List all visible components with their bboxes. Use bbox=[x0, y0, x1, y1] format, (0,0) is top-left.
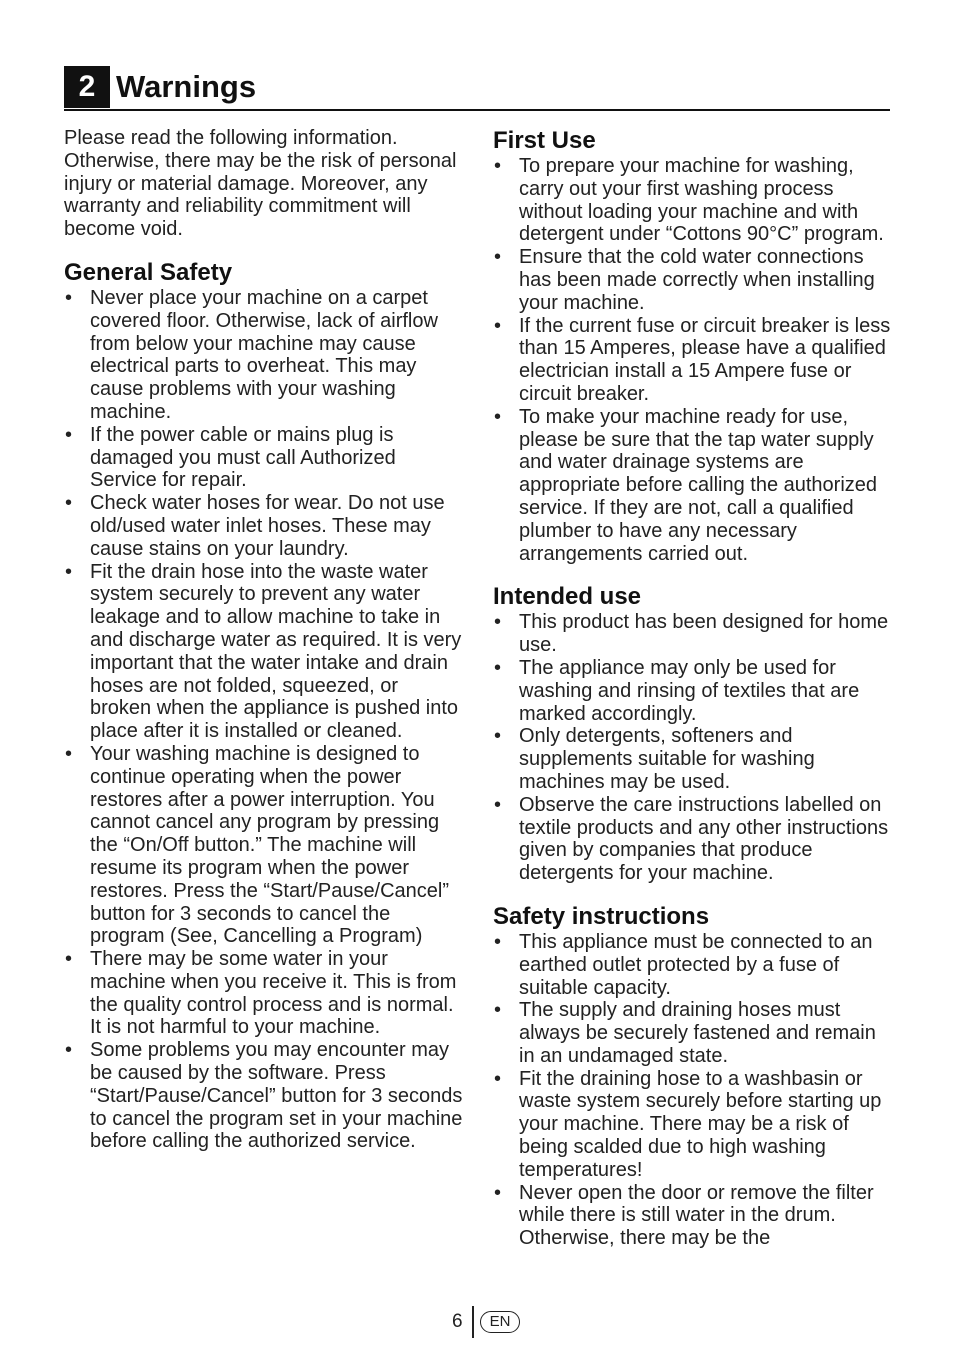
list-item: • To prepare your machine for washing, carry out your first washing process without loading your machine and with detergent under “Cottons 90°C” program. bbox=[493, 155, 893, 246]
intended-use-list bbox=[493, 611, 893, 885]
list-item: • Your washing machine is designed to continue operating when the power restores after a power interruption. You cannot cancel any program by pressing the “On/Off button.” The machine will resume its program when the power restores. Press the “Start/Pause/Cancel” button for 3 seconds to cancel the program (See, Cancelling a Program) bbox=[64, 743, 464, 948]
list-item: • The supply and draining hoses must always be securely fastened and remain in an undamaged state. bbox=[493, 999, 893, 1067]
safety-instructions-heading: Safety instructions bbox=[493, 902, 710, 930]
page-number: 6 bbox=[452, 1311, 463, 1332]
list-item: • Check water hoses for wear. Do not use old/used water inlet hoses. These may cause stains on your laundry. bbox=[64, 492, 464, 560]
list-item: • Never place your machine on a carpet covered floor. Otherwise, lack of airflow from below your machine may cause electrical parts to overheat. This may cause problems with your washing machine. bbox=[64, 287, 464, 424]
footer-divider bbox=[472, 1306, 474, 1338]
list-item: • The appliance may only be used for washing and rinsing of textiles that are marked accordingly. bbox=[493, 657, 893, 725]
intro-paragraph: Please read the following information. Otherwise, there may be the risk of personal injury or material damage. Moreover, any warranty and reliability commitment will become void. bbox=[64, 127, 457, 241]
list-item: • Never open the door or remove the filter while there is still water in the drum. Otherwise, there may be the bbox=[493, 1182, 893, 1250]
list-item: • If the power cable or mains plug is damaged you must call Authorized Service for repair. bbox=[64, 424, 464, 492]
language-badge: EN bbox=[480, 1311, 520, 1333]
list-item: • Ensure that the cold water connections has been made correctly when installing your machine. bbox=[493, 246, 893, 314]
list-item: • This product has been designed for home use. bbox=[493, 611, 893, 657]
list-item: • Fit the drain hose into the waste water system securely to prevent any water leakage and to allow machine to take in and discharge water as required. It is very important that the water intake and drain hoses are not folded, squeezed, or broken when the appliance is pushed into place after it is installed or cleaned. bbox=[64, 561, 464, 743]
list-item: • This appliance must be connected to an earthed outlet protected by a fuse of suitable capacity. bbox=[493, 931, 893, 999]
list-item: • There may be some water in your machine when you receive it. This is from the quality control process and is normal. It is not harmful to your machine. bbox=[64, 948, 464, 1039]
chapter-header bbox=[64, 64, 890, 111]
list-item: • Observe the care instructions labelled on textile products and any other instructions given by companies that produce detergents for your machine. bbox=[493, 794, 893, 885]
right-column bbox=[493, 127, 893, 1250]
list-item: • Fit the draining hose to a washbasin or waste system securely before starting up your machine. There may be a risk of being scalded due to high washing temperatures! bbox=[493, 1068, 893, 1182]
page-title: Warnings bbox=[116, 69, 257, 104]
general-safety-list bbox=[64, 287, 464, 1153]
first-use-heading: First Use bbox=[493, 127, 596, 154]
safety-instructions-list bbox=[493, 931, 893, 1250]
page-footer bbox=[0, 1306, 954, 1338]
first-use-list bbox=[493, 155, 893, 565]
list-item: • If the current fuse or circuit breaker is less than 15 Amperes, please have a qualified electrician install a 15 Ampere fuse or circuit breaker. bbox=[493, 315, 893, 406]
general-safety-heading: General Safety bbox=[64, 258, 233, 286]
intended-use-heading: Intended use bbox=[493, 583, 642, 611]
chapter-number-badge: 2 bbox=[64, 66, 110, 108]
list-item: • Only detergents, softeners and supplements suitable for washing machines may be used. bbox=[493, 725, 893, 793]
list-item: • Some problems you may encounter may be caused by the software. Press “Start/Pause/Cancel” button for 3 seconds to cancel the program set in your machine before calling the authorized service. bbox=[64, 1039, 464, 1153]
left-column bbox=[64, 127, 464, 1153]
list-item: • To make your machine ready for use, please be sure that the tap water supply and water drainage systems are appropriate before calling the authorized service. If they are not, call a qualified plumber to have any necessary arrangements carried out. bbox=[493, 406, 893, 566]
